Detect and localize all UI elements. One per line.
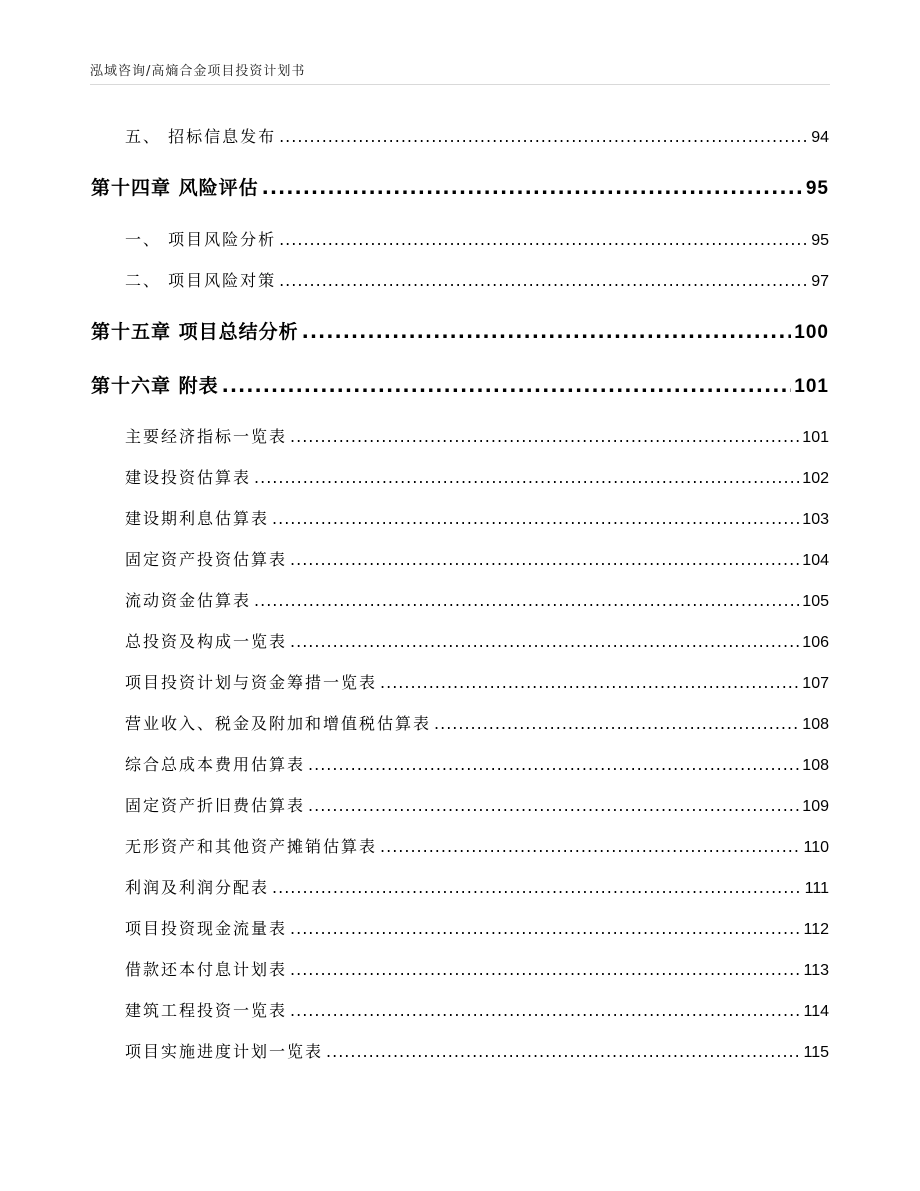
toc-entry[interactable]: [125, 506, 829, 529]
toc-dot-leader: [434, 714, 799, 733]
toc-dot-leader: [302, 321, 792, 343]
toc-dot-leader: [290, 550, 799, 569]
toc-dot-leader: [279, 230, 808, 249]
toc-dot-leader: [290, 427, 799, 446]
toc-chapter[interactable]: [91, 173, 829, 200]
toc-entry-label: 无形资产和其他资产摊销估算表: [125, 837, 378, 856]
toc-dot-leader: [262, 177, 803, 199]
toc-entry-page: 112: [803, 921, 829, 938]
toc-entry[interactable]: [125, 465, 829, 488]
toc-entry-page: 109: [802, 798, 829, 815]
toc-entry[interactable]: [125, 711, 829, 734]
toc-dot-leader: [222, 375, 792, 397]
toc-entry[interactable]: [125, 268, 829, 291]
toc-entry[interactable]: [125, 752, 829, 775]
toc-entry-page: 114: [803, 1003, 829, 1020]
toc-entry-page: 104: [802, 552, 829, 569]
toc-entry[interactable]: [125, 588, 829, 611]
toc-entry-label: 综合总成本费用估算表: [125, 755, 306, 774]
toc-entry-page: 115: [803, 1044, 829, 1061]
toc-dot-leader: [279, 271, 808, 290]
toc-entry-page: 101: [802, 429, 829, 446]
toc-entry[interactable]: [125, 424, 829, 447]
toc-chapter[interactable]: [91, 317, 829, 344]
toc-chapter-label: 第十五章 项目总结分析: [91, 321, 299, 343]
toc-entry-label: 建设投资估算表: [125, 468, 252, 487]
toc-entry[interactable]: [125, 1039, 829, 1062]
toc-entry-page: 111: [804, 880, 829, 897]
toc-entry[interactable]: [125, 124, 829, 147]
toc-entry-page: 106: [802, 634, 829, 651]
toc-entry-page: 103: [802, 511, 829, 528]
toc-entry-label: 五、 招标信息发布: [125, 127, 277, 146]
toc-entry[interactable]: [125, 998, 829, 1021]
toc-entry[interactable]: [125, 227, 829, 250]
toc-entry-label: 营业收入、税金及附加和增值税估算表: [125, 714, 432, 733]
toc-entry-label: 项目投资现金流量表: [125, 919, 288, 938]
toc-entry[interactable]: [125, 957, 829, 980]
toc-entry-page: 105: [802, 593, 829, 610]
toc-entry-label: 借款还本付息计划表: [125, 960, 288, 979]
toc-entry-label: 项目投资计划与资金筹措一览表: [125, 673, 378, 692]
toc-entry[interactable]: [125, 547, 829, 570]
toc-dot-leader: [290, 1001, 800, 1020]
toc-entry-label: 固定资产折旧费估算表: [125, 796, 306, 815]
toc-chapter[interactable]: [91, 371, 829, 398]
toc-entry[interactable]: [125, 670, 829, 693]
toc-entry-page: 113: [803, 962, 829, 979]
toc-chapter-label: 第十四章 风险评估: [91, 177, 259, 199]
toc-entry-label: 二、 项目风险对策: [125, 271, 277, 290]
toc-dot-leader: [326, 1042, 800, 1061]
toc-dot-leader: [272, 509, 799, 528]
toc-dot-leader: [290, 919, 800, 938]
toc-entry-label: 项目实施进度计划一览表: [125, 1042, 324, 1061]
toc-entry[interactable]: [125, 916, 829, 939]
toc-dot-leader: [290, 960, 800, 979]
toc-chapter-page: 100: [794, 322, 829, 343]
header-divider: [90, 84, 830, 85]
toc-entry-page: 97: [811, 273, 829, 290]
toc-entry-label: 主要经济指标一览表: [125, 427, 288, 446]
running-header: 泓域咨询/高熵合金项目投资计划书: [90, 64, 306, 79]
toc-entry[interactable]: [125, 834, 829, 857]
toc-entry-page: 108: [802, 757, 829, 774]
toc-entry-page: 107: [802, 675, 829, 692]
toc-entry-label: 建筑工程投资一览表: [125, 1001, 288, 1020]
toc-entry[interactable]: [125, 793, 829, 816]
toc-entry-label: 流动资金估算表: [125, 591, 252, 610]
toc-dot-leader: [279, 127, 808, 146]
toc-entry[interactable]: [125, 875, 829, 898]
toc-entry-label: 一、 项目风险分析: [125, 230, 277, 249]
toc-chapter-page: 101: [794, 376, 829, 397]
toc-dot-leader: [254, 468, 799, 487]
toc-entry-label: 建设期利息估算表: [125, 509, 270, 528]
toc-chapter-page: 95: [805, 178, 829, 199]
toc-entry-label: 总投资及构成一览表: [125, 632, 288, 651]
toc-chapter-label: 第十六章 附表: [91, 375, 219, 397]
toc-entry-page: 108: [802, 716, 829, 733]
toc-entry-label: 利润及利润分配表: [125, 878, 270, 897]
toc-entry-page: 102: [802, 470, 829, 487]
toc-dot-leader: [290, 632, 799, 651]
toc-dot-leader: [308, 796, 799, 815]
toc-dot-leader: [380, 673, 799, 692]
toc-entry-page: 94: [811, 129, 829, 146]
toc-dot-leader: [380, 837, 800, 856]
toc-entry-label: 固定资产投资估算表: [125, 550, 288, 569]
toc-entry[interactable]: [125, 629, 829, 652]
toc-dot-leader: [272, 878, 802, 897]
toc-entry-page: 110: [803, 839, 829, 856]
toc-dot-leader: [308, 755, 799, 774]
toc-entry-page: 95: [811, 232, 829, 249]
toc-dot-leader: [254, 591, 799, 610]
